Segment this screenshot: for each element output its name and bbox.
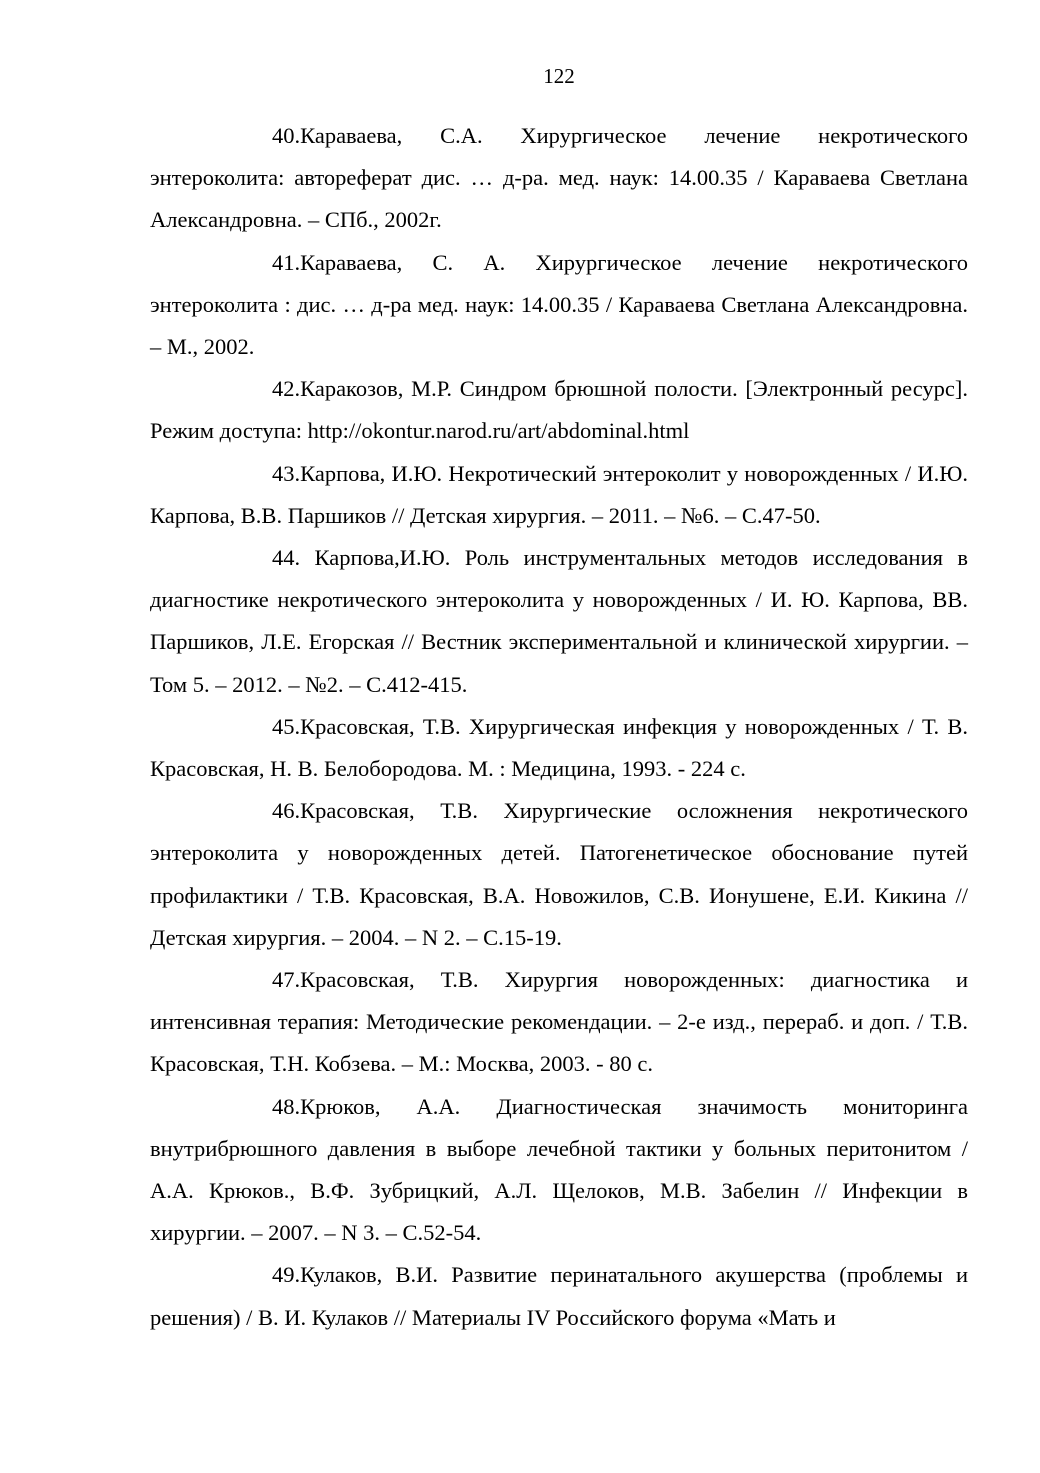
reference-number: 49.: [272, 1262, 301, 1288]
reference-item: [150, 537, 968, 706]
reference-text: Караваева, С.А. Хирургическое лечение некротического энтероколита: автореферат дис. … д-ра. мед. наук: 14.00.35 / Караваева Светлана Александровна. – СПб., 2002г.: [150, 123, 968, 233]
page-number: 122: [543, 64, 575, 88]
reference-text: Красовская, Т.В. Хирургические осложнения некротического энтероколита у новорожденных детей. Патогенетическое обоснование путей профилактики / Т.В. Красовская, В.А. Новожилов, С.В. Ионушене, Е.И. Кикина // Детская хирургия. – 2004. – N 2. – С.15-19.: [150, 798, 968, 950]
reference-text: Караваева, С. А. Хирургическое лечение некротического энтероколита : дис. … д-ра мед. наук: 14.00.35 / Караваева Светлана Александровна. – М., 2002.: [150, 249, 968, 360]
reference-item: [150, 242, 968, 369]
reference-item: [150, 453, 968, 537]
reference-text: Каракозов, М.Р. Синдром брюшной полости. [Электронный ресурс]. Режим доступа: http://okontur.narod.ru/art/abdominal.html: [150, 376, 968, 444]
reference-number: 42.: [272, 376, 301, 402]
reference-text: Красовская, Т.В. Хирургическая инфекция у новорожденных / Т. В. Красовская, Н. В. Белобородова. М. : Медицина, 1993. - 224 с.: [150, 713, 968, 782]
reference-number: 44.: [272, 545, 301, 571]
reference-text: Кулаков, В.И. Развитие перинатального акушерства (проблемы и решения) / В. И. Кулаков // Материалы IV Российского форума «Мать и: [150, 1262, 968, 1330]
reference-number: 43.: [272, 460, 301, 486]
reference-item: [150, 706, 968, 790]
reference-text: Карпова,И.Ю. Роль инструментальных методов исследования в диагностике некротического энтероколита у новорожденных / И. Ю. Карпова, ВВ. Паршиков, Л.Е. Егорская // Вестник экспериментальной и клинической хирургии. – Том 5. – 2012. – №2. – С.412-415.: [150, 545, 968, 697]
reference-item: [150, 368, 968, 452]
reference-item: [150, 1086, 968, 1255]
reference-text: Крюков, А.А. Диагностическая значимость мониторинга внутрибрюшного давления в выборе лечебной тактики у больных перитонитом / А.А. Крюков., В.Ф. Зубрицкий, А.Л. Щелоков, М.В. Забелин // Инфекции в хирургии. – 2007. – N 3. – С.52-54.: [150, 1093, 968, 1246]
reference-number: 47.: [272, 967, 301, 993]
reference-text: Красовская, Т.В. Хирургия новорожденных: диагностика и интенсивная терапия: Методические рекомендации. – 2-е изд., перераб. и доп. / Т.В. Красовская, Т.Н. Кобзева. – М.: Москва, 2003. - 80 с.: [150, 967, 968, 1077]
reference-number: 45.: [272, 713, 301, 739]
reference-list: [150, 115, 968, 1339]
reference-item: [150, 115, 968, 242]
reference-number: 48.: [272, 1093, 301, 1119]
reference-number: 46.: [272, 798, 301, 824]
reference-item: [150, 790, 968, 959]
reference-item: [150, 1254, 968, 1338]
reference-item: [150, 959, 968, 1086]
reference-text: Карпова, И.Ю. Некротический энтероколит у новорожденных / И.Ю. Карпова, В.В. Паршиков // Детская хирургия. – 2011. – №6. – С.47-50.: [150, 460, 968, 528]
reference-number: 41.: [272, 249, 301, 275]
reference-number: 40.: [272, 123, 301, 148]
